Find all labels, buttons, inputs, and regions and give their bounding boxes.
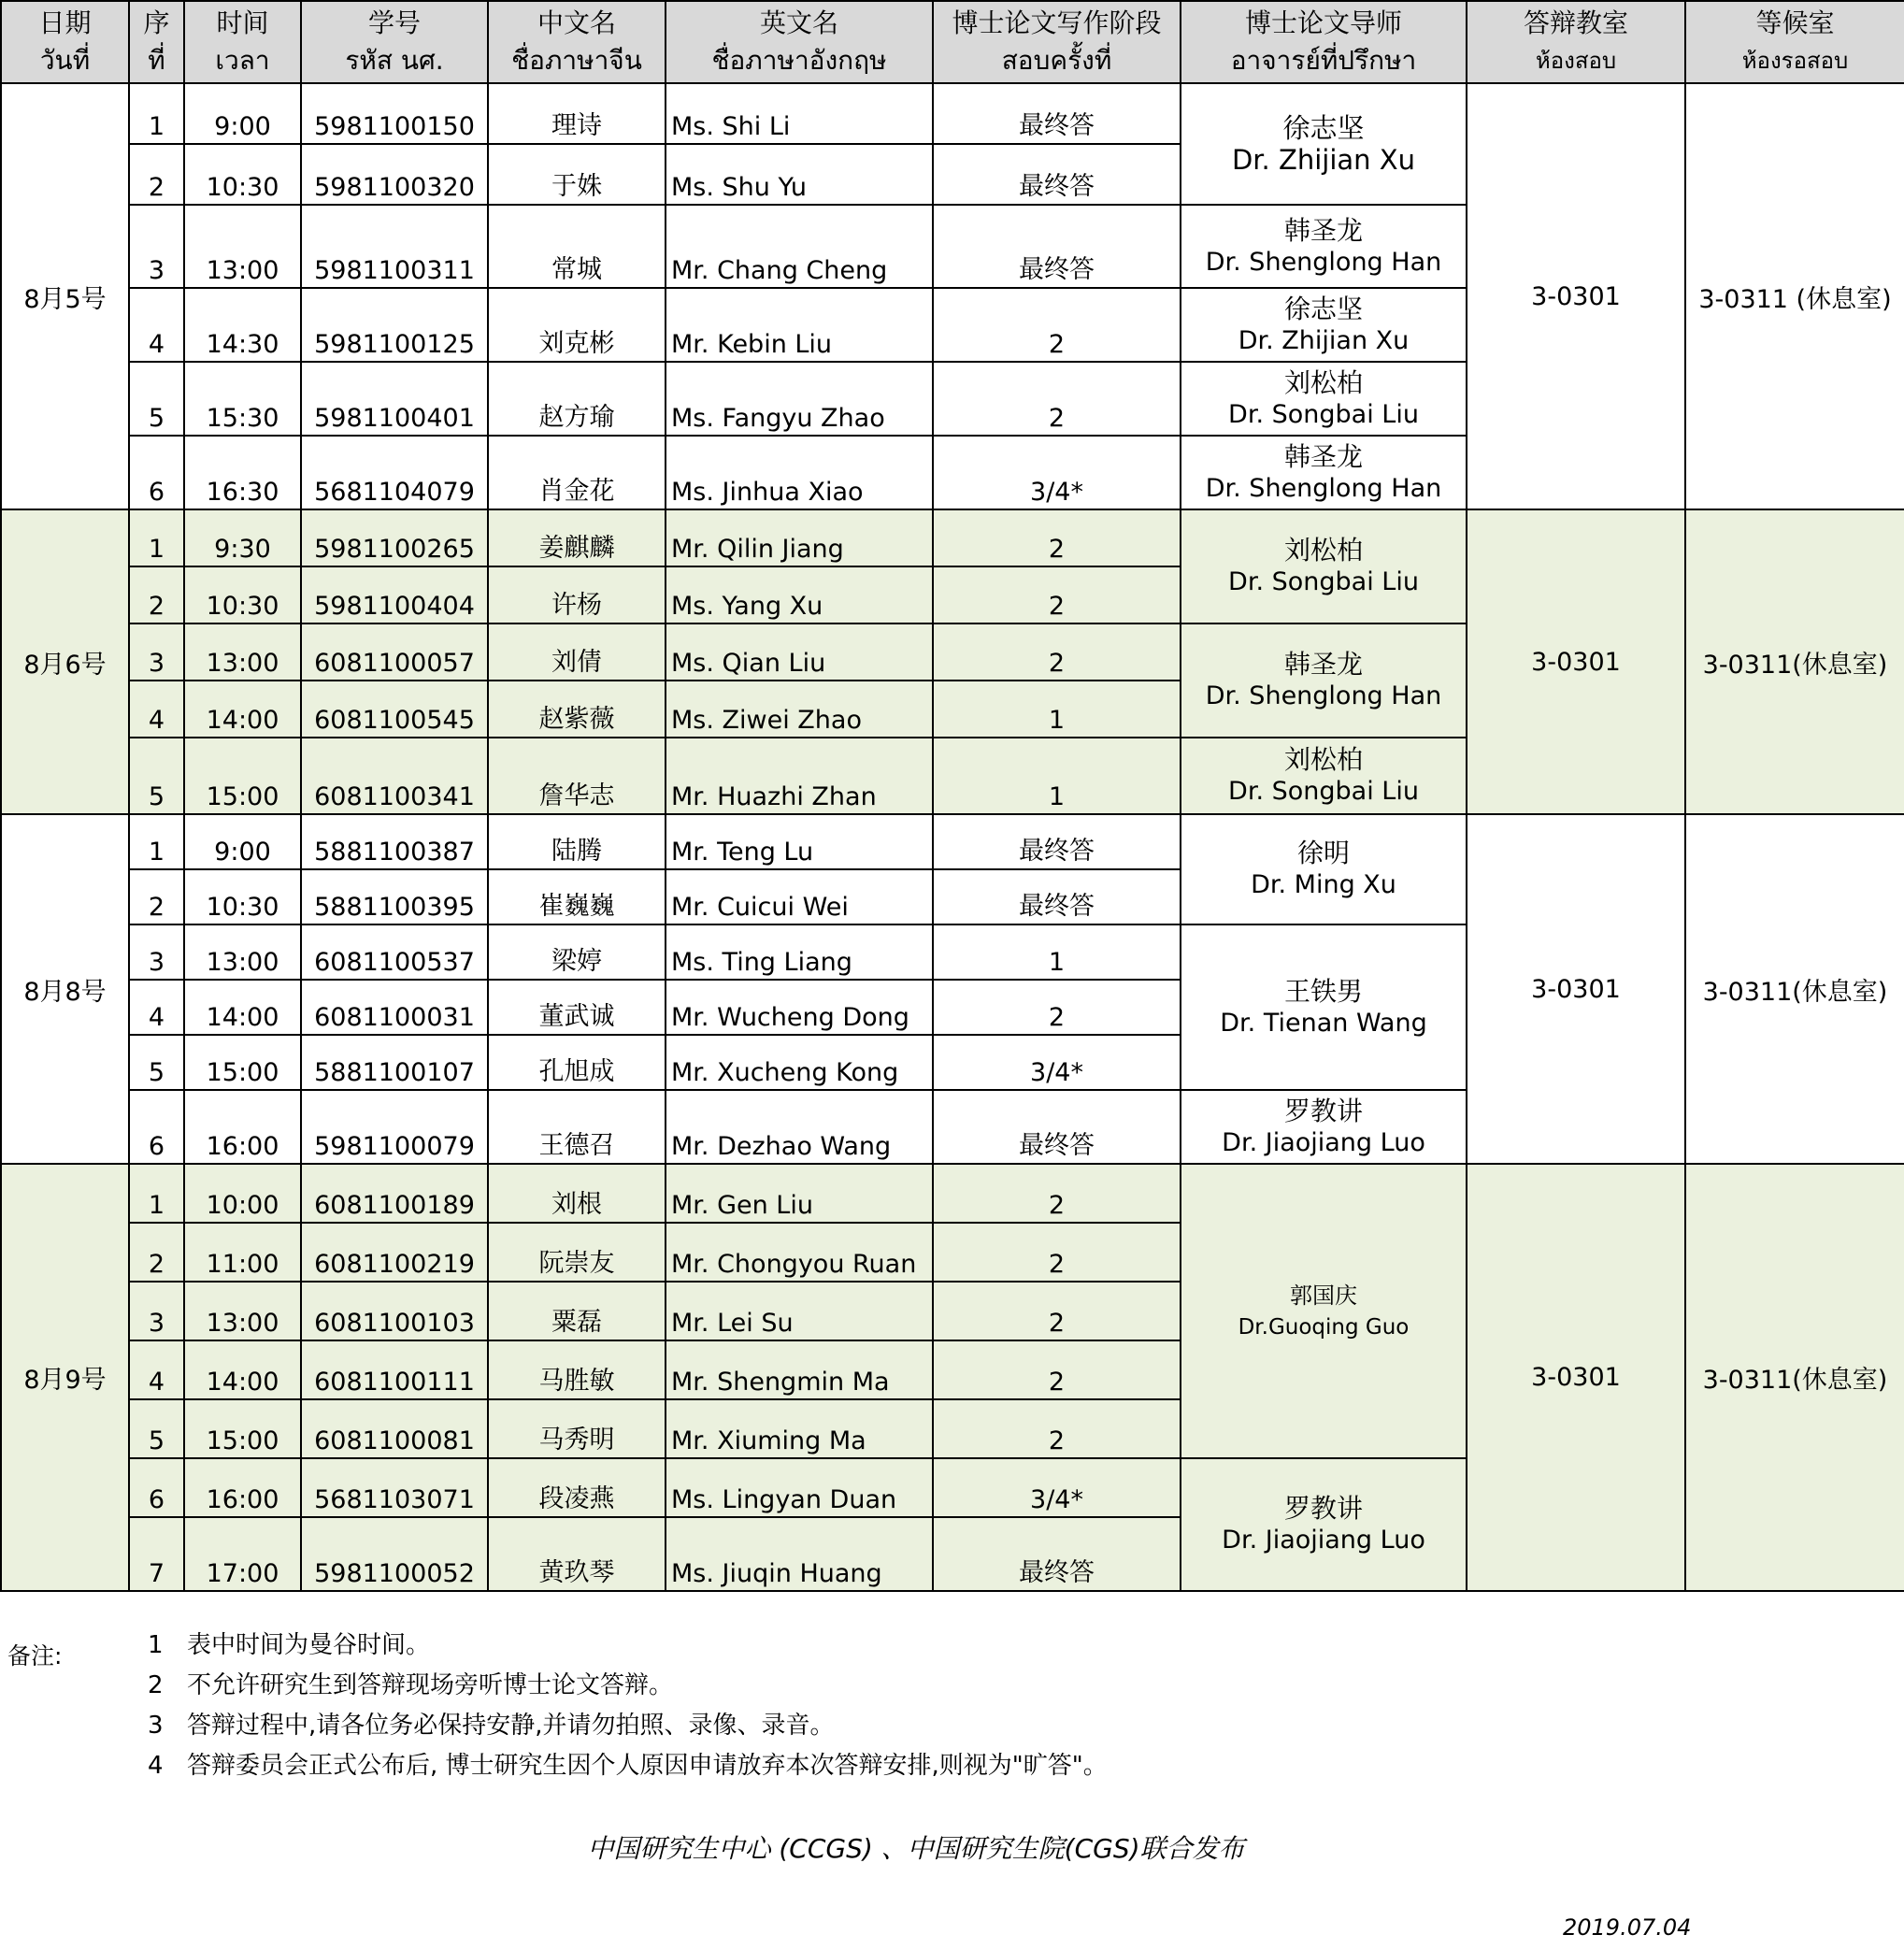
header-en-name: 英文名 ชื่อภาษาอังกฤษ bbox=[666, 1, 933, 83]
en-name-cell: Mr. Cuicui Wei bbox=[666, 869, 933, 924]
note-item bbox=[148, 1627, 430, 1664]
cn-name-cell: 肖金花 bbox=[488, 436, 666, 509]
waiting-room-cell: 3-0311 (休息室) bbox=[1685, 83, 1904, 509]
student-id-cell: 5981100404 bbox=[301, 566, 488, 623]
seq-cell: 5 bbox=[129, 1399, 184, 1458]
en-name-cell: Ms. Ting Liang bbox=[666, 924, 933, 980]
stage-cell: 最终答 bbox=[933, 205, 1181, 288]
advisor-cell bbox=[1181, 362, 1467, 436]
time-cell: 13:00 bbox=[184, 924, 301, 980]
header-stage: 博士论文写作阶段 สอบครั้งที่ bbox=[933, 1, 1181, 83]
en-name-cell: Mr. Lei Su bbox=[666, 1282, 933, 1340]
stage-cell: 最终答 bbox=[933, 814, 1181, 869]
advisor-cell bbox=[1181, 205, 1467, 288]
en-name-cell: Ms. Shu Yu bbox=[666, 144, 933, 205]
seq-cell: 1 bbox=[129, 1164, 184, 1223]
en-name-cell: Mr. Dezhao Wang bbox=[666, 1090, 933, 1164]
time-cell: 9:30 bbox=[184, 509, 301, 566]
stage-cell: 最终答 bbox=[933, 1090, 1181, 1164]
student-id-cell: 5681103071 bbox=[301, 1458, 488, 1517]
advisor-en-name: Dr. Jiaojiang Luo bbox=[1222, 1526, 1425, 1555]
advisor-cell bbox=[1181, 1090, 1467, 1164]
stage-cell: 3/4* bbox=[933, 1035, 1181, 1090]
advisor-cn-name: 罗教讲 bbox=[1283, 1095, 1363, 1126]
time-cell: 14:00 bbox=[184, 1340, 301, 1399]
note-item bbox=[148, 1747, 1108, 1784]
student-id-cell: 5981100052 bbox=[301, 1517, 488, 1591]
cn-name-cell: 王德召 bbox=[488, 1090, 666, 1164]
advisor-cell bbox=[1181, 509, 1467, 623]
cn-name-cell: 于姝 bbox=[488, 144, 666, 205]
cn-name-cell: 马秀明 bbox=[488, 1399, 666, 1458]
stage-cell: 2 bbox=[933, 509, 1181, 566]
time-cell: 16:00 bbox=[184, 1090, 301, 1164]
stage-cell: 3/4* bbox=[933, 1458, 1181, 1517]
header-date: 日期 วันที่ bbox=[1, 1, 129, 83]
seq-cell: 4 bbox=[129, 1340, 184, 1399]
header-waiting-room: 等候室 ห้องรอสอบ bbox=[1685, 1, 1904, 83]
seq-cell: 6 bbox=[129, 1090, 184, 1164]
stage-cell: 2 bbox=[933, 623, 1181, 681]
advisor-cn-name: 罗教讲 bbox=[1283, 1493, 1363, 1524]
table-row bbox=[1, 814, 1904, 869]
advisor-cell bbox=[1181, 288, 1467, 362]
note-item bbox=[148, 1667, 673, 1704]
student-id-cell: 6081100057 bbox=[301, 623, 488, 681]
stage-cell: 1 bbox=[933, 681, 1181, 738]
student-id-cell: 6081100545 bbox=[301, 681, 488, 738]
cn-name-cell: 赵紫薇 bbox=[488, 681, 666, 738]
advisor-cn-name: 韩圣龙 bbox=[1283, 214, 1363, 246]
time-cell: 10:30 bbox=[184, 144, 301, 205]
en-name-cell: Ms. Qian Liu bbox=[666, 623, 933, 681]
student-id-cell: 6081100537 bbox=[301, 924, 488, 980]
student-id-cell: 6081100189 bbox=[301, 1164, 488, 1223]
advisor-cn-name: 徐明 bbox=[1296, 838, 1350, 868]
advisor-cn-name: 韩圣龙 bbox=[1283, 649, 1363, 680]
seq-cell: 2 bbox=[129, 869, 184, 924]
cn-name-cell: 崔巍巍 bbox=[488, 869, 666, 924]
note-number: 2 bbox=[148, 1671, 164, 1699]
seq-cell: 5 bbox=[129, 362, 184, 436]
advisor-cell bbox=[1181, 623, 1467, 738]
en-name-cell: Mr. Qilin Jiang bbox=[666, 509, 933, 566]
seq-cell: 5 bbox=[129, 738, 184, 814]
cn-name-cell: 董武诚 bbox=[488, 980, 666, 1035]
note-text: 答辩过程中,请各位务必保持安静,并请勿拍照、录像、录音。 bbox=[187, 1712, 835, 1740]
time-cell: 15:00 bbox=[184, 1399, 301, 1458]
cn-name-cell: 常城 bbox=[488, 205, 666, 288]
en-name-cell: Mr. Kebin Liu bbox=[666, 288, 933, 362]
room-cell: 3-0301 bbox=[1467, 1164, 1685, 1591]
student-id-cell: 5981100401 bbox=[301, 362, 488, 436]
header-student-id: 学号 รหัส นศ. bbox=[301, 1, 488, 83]
advisor-en-name: Dr. Shenglong Han bbox=[1205, 681, 1442, 710]
seq-cell: 3 bbox=[129, 1282, 184, 1340]
advisor-cn-name: 郭国庆 bbox=[1290, 1282, 1357, 1309]
en-name-cell: Ms. Fangyu Zhao bbox=[666, 362, 933, 436]
en-name-cell: Mr. Huazhi Zhan bbox=[666, 738, 933, 814]
note-item bbox=[148, 1707, 835, 1744]
stage-cell: 2 bbox=[933, 1164, 1181, 1223]
note-number: 1 bbox=[148, 1631, 164, 1659]
advisor-cn-name: 韩圣龙 bbox=[1283, 440, 1363, 472]
time-cell: 16:30 bbox=[184, 436, 301, 509]
advisor-cn-name: 王铁男 bbox=[1283, 975, 1363, 1007]
room-cell: 3-0301 bbox=[1467, 83, 1685, 509]
cn-name-cell: 赵方瑜 bbox=[488, 362, 666, 436]
advisor-cell bbox=[1181, 738, 1467, 814]
note-text: 答辩委员会正式公布后, 博士研究生因个人原因申请放弃本次答辩安排,则视为"旷答"。 bbox=[187, 1752, 1108, 1780]
advisor-en-name: Dr. Shenglong Han bbox=[1205, 247, 1442, 277]
student-id-cell: 5981100320 bbox=[301, 144, 488, 205]
note-number: 4 bbox=[148, 1752, 164, 1780]
student-id-cell: 5981100125 bbox=[301, 288, 488, 362]
student-id-cell: 6081100081 bbox=[301, 1399, 488, 1458]
stage-cell: 2 bbox=[933, 1282, 1181, 1340]
seq-cell: 7 bbox=[129, 1517, 184, 1591]
stage-cell: 最终答 bbox=[933, 869, 1181, 924]
note-text: 表中时间为曼谷时间。 bbox=[187, 1631, 431, 1659]
waiting-room-cell: 3-0311(休息室) bbox=[1685, 814, 1904, 1164]
seq-cell: 4 bbox=[129, 980, 184, 1035]
note-number: 3 bbox=[148, 1712, 164, 1740]
time-cell: 13:00 bbox=[184, 1282, 301, 1340]
student-id-cell: 5681104079 bbox=[301, 436, 488, 509]
waiting-room-cell: 3-0311(休息室) bbox=[1685, 509, 1904, 814]
student-id-cell: 5981100311 bbox=[301, 205, 488, 288]
cn-name-cell: 许杨 bbox=[488, 566, 666, 623]
seq-cell: 1 bbox=[129, 814, 184, 869]
cn-name-cell: 粟磊 bbox=[488, 1282, 666, 1340]
time-cell: 15:00 bbox=[184, 1035, 301, 1090]
time-cell: 10:30 bbox=[184, 869, 301, 924]
en-name-cell: Ms. Ziwei Zhao bbox=[666, 681, 933, 738]
publish-date: 2019.07.04 bbox=[1563, 1914, 1692, 1941]
time-cell: 10:00 bbox=[184, 1164, 301, 1223]
advisor-cell bbox=[1181, 924, 1467, 1090]
time-cell: 14:30 bbox=[184, 288, 301, 362]
advisor-en-name: Dr. Songbai Liu bbox=[1228, 399, 1419, 429]
time-cell: 9:00 bbox=[184, 814, 301, 869]
cn-name-cell: 理诗 bbox=[488, 83, 666, 144]
seq-cell: 2 bbox=[129, 144, 184, 205]
advisor-cell bbox=[1181, 1458, 1467, 1591]
time-cell: 15:00 bbox=[184, 738, 301, 814]
advisor-cn-name: 刘松柏 bbox=[1283, 535, 1363, 566]
advisor-en-name: Dr. Ming Xu bbox=[1251, 870, 1396, 899]
table-row bbox=[1, 83, 1904, 144]
en-name-cell: Mr. Shengmin Ma bbox=[666, 1340, 933, 1399]
stage-cell: 3/4* bbox=[933, 436, 1181, 509]
seq-cell: 3 bbox=[129, 205, 184, 288]
en-name-cell: Mr. Xucheng Kong bbox=[666, 1035, 933, 1090]
room-cell: 3-0301 bbox=[1467, 509, 1685, 814]
header-row bbox=[1, 1, 1904, 83]
stage-cell: 最终答 bbox=[933, 83, 1181, 144]
cn-name-cell: 马胜敏 bbox=[488, 1340, 666, 1399]
waiting-room-cell: 3-0311(休息室) bbox=[1685, 1164, 1904, 1591]
advisor-en-name: Dr. Zhijian Xu bbox=[1238, 325, 1410, 355]
stage-cell: 2 bbox=[933, 1399, 1181, 1458]
cn-name-cell: 梁婷 bbox=[488, 924, 666, 980]
time-cell: 16:00 bbox=[184, 1458, 301, 1517]
seq-cell: 3 bbox=[129, 924, 184, 980]
stage-cell: 最终答 bbox=[933, 144, 1181, 205]
stage-cell: 2 bbox=[933, 362, 1181, 436]
cn-name-cell: 阮崇友 bbox=[488, 1223, 666, 1282]
seq-cell: 1 bbox=[129, 509, 184, 566]
advisor-cn-name: 徐志坚 bbox=[1282, 112, 1365, 144]
time-cell: 17:00 bbox=[184, 1517, 301, 1591]
time-cell: 13:00 bbox=[184, 623, 301, 681]
time-cell: 14:00 bbox=[184, 980, 301, 1035]
advisor-cell bbox=[1181, 814, 1467, 924]
advisor-en-name: Dr. Tienan Wang bbox=[1220, 1008, 1427, 1038]
date-cell: 8月8号 bbox=[1, 814, 129, 1164]
cn-name-cell: 刘克彬 bbox=[488, 288, 666, 362]
en-name-cell: Mr. Wucheng Dong bbox=[666, 980, 933, 1035]
student-id-cell: 5881100107 bbox=[301, 1035, 488, 1090]
time-cell: 10:30 bbox=[184, 566, 301, 623]
time-cell: 13:00 bbox=[184, 205, 301, 288]
student-id-cell: 5881100395 bbox=[301, 869, 488, 924]
advisor-cn-name: 刘松柏 bbox=[1283, 744, 1363, 775]
stage-cell: 2 bbox=[933, 566, 1181, 623]
cn-name-cell: 刘倩 bbox=[488, 623, 666, 681]
student-id-cell: 6081100111 bbox=[301, 1340, 488, 1399]
table-row bbox=[1, 509, 1904, 566]
header-seq: 序 ที่ bbox=[129, 1, 184, 83]
advisor-en-name: Dr. Songbai Liu bbox=[1228, 567, 1419, 596]
en-name-cell: Ms. Yang Xu bbox=[666, 566, 933, 623]
student-id-cell: 5981100150 bbox=[301, 83, 488, 144]
student-id-cell: 5981100265 bbox=[301, 509, 488, 566]
en-name-cell: Mr. Xiuming Ma bbox=[666, 1399, 933, 1458]
time-cell: 14:00 bbox=[184, 681, 301, 738]
time-cell: 11:00 bbox=[184, 1223, 301, 1282]
header-room: 答辩教室 ห้องสอบ bbox=[1467, 1, 1685, 83]
header-advisor: 博士论文导师 อาจารย์ที่ปรึกษา bbox=[1181, 1, 1467, 83]
en-name-cell: Ms. Lingyan Duan bbox=[666, 1458, 933, 1517]
en-name-cell: Mr. Teng Lu bbox=[666, 814, 933, 869]
advisor-en-name: Dr. Zhijian Xu bbox=[1231, 144, 1416, 176]
advisor-en-name: Dr.Guoqing Guo bbox=[1238, 1314, 1410, 1340]
student-id-cell: 6081100341 bbox=[301, 738, 488, 814]
stage-cell: 2 bbox=[933, 1340, 1181, 1399]
en-name-cell: Ms. Jiuqin Huang bbox=[666, 1517, 933, 1591]
cn-name-cell: 刘根 bbox=[488, 1164, 666, 1223]
stage-cell: 最终答 bbox=[933, 1517, 1181, 1591]
stage-cell: 1 bbox=[933, 924, 1181, 980]
stage-cell: 2 bbox=[933, 288, 1181, 362]
student-id-cell: 6081100219 bbox=[301, 1223, 488, 1282]
advisor-cell bbox=[1181, 83, 1467, 205]
en-name-cell: Mr. Gen Liu bbox=[666, 1164, 933, 1223]
seq-cell: 5 bbox=[129, 1035, 184, 1090]
note-text: 不允许研究生到答辩现场旁听博士论文答辩。 bbox=[187, 1671, 674, 1699]
advisor-en-name: Dr. Shenglong Han bbox=[1205, 473, 1442, 503]
seq-cell: 2 bbox=[129, 566, 184, 623]
advisor-cell bbox=[1181, 436, 1467, 509]
student-id-cell: 6081100031 bbox=[301, 980, 488, 1035]
cn-name-cell: 黄玖琴 bbox=[488, 1517, 666, 1591]
seq-cell: 6 bbox=[129, 1458, 184, 1517]
student-id-cell: 6081100103 bbox=[301, 1282, 488, 1340]
publisher-line: 中国研究生中心 (CCGS) 、中国研究生院(CGS)联合发布 bbox=[587, 1833, 1245, 1864]
seq-cell: 3 bbox=[129, 623, 184, 681]
advisor-en-name: Dr. Songbai Liu bbox=[1228, 777, 1419, 806]
en-name-cell: Ms. Shi Li bbox=[666, 83, 933, 144]
cn-name-cell: 孔旭成 bbox=[488, 1035, 666, 1090]
advisor-en-name: Dr. Jiaojiang Luo bbox=[1222, 1127, 1425, 1157]
time-cell: 9:00 bbox=[184, 83, 301, 144]
advisor-cn-name: 刘松柏 bbox=[1283, 366, 1363, 398]
header-time: 时间 เวลา bbox=[184, 1, 301, 83]
date-cell: 8月6号 bbox=[1, 509, 129, 814]
seq-cell: 6 bbox=[129, 436, 184, 509]
cn-name-cell: 陆腾 bbox=[488, 814, 666, 869]
cn-name-cell: 姜麒麟 bbox=[488, 509, 666, 566]
advisor-cell bbox=[1181, 1164, 1467, 1458]
stage-cell: 2 bbox=[933, 980, 1181, 1035]
en-name-cell: Mr. Chongyou Ruan bbox=[666, 1223, 933, 1282]
stage-cell: 1 bbox=[933, 738, 1181, 814]
seq-cell: 4 bbox=[129, 288, 184, 362]
en-name-cell: Mr. Chang Cheng bbox=[666, 205, 933, 288]
seq-cell: 4 bbox=[129, 681, 184, 738]
stage-cell: 2 bbox=[933, 1223, 1181, 1282]
en-name-cell: Ms. Jinhua Xiao bbox=[666, 436, 933, 509]
cn-name-cell: 詹华志 bbox=[488, 738, 666, 814]
seq-cell: 2 bbox=[129, 1223, 184, 1282]
table-row bbox=[1, 1164, 1904, 1223]
student-id-cell: 5981100079 bbox=[301, 1090, 488, 1164]
header-cn-name: 中文名 ชื่อภาษาจีน bbox=[488, 1, 666, 83]
time-cell: 15:30 bbox=[184, 362, 301, 436]
advisor-cn-name: 徐志坚 bbox=[1283, 293, 1363, 324]
date-cell: 8月5号 bbox=[1, 83, 129, 509]
cn-name-cell: 段凌燕 bbox=[488, 1458, 666, 1517]
seq-cell: 1 bbox=[129, 83, 184, 144]
date-cell: 8月9号 bbox=[1, 1164, 129, 1591]
room-cell: 3-0301 bbox=[1467, 814, 1685, 1164]
student-id-cell: 5881100387 bbox=[301, 814, 488, 869]
notes-label: 备注: bbox=[7, 1642, 63, 1670]
